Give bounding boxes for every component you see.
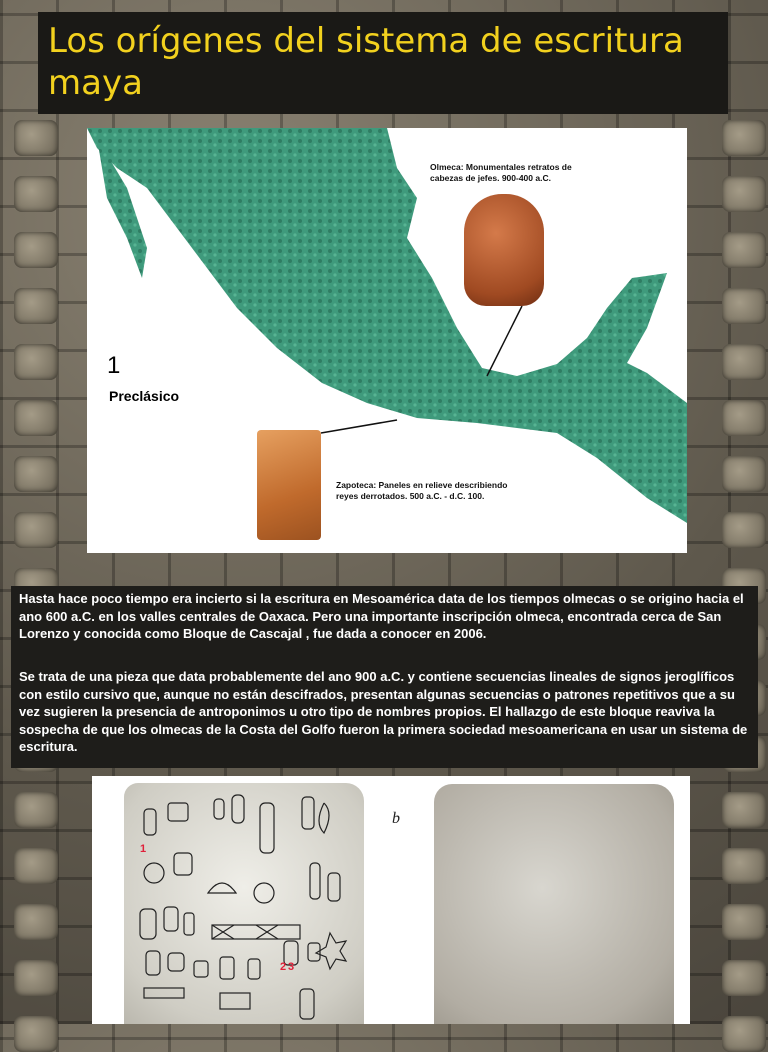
olmeca-caption: Olmeca: Monumentales retratos de cabezas de jefes. 900-400 a.C.	[430, 162, 572, 183]
glyph-number-2: 2	[280, 961, 287, 973]
olmec-head-image	[464, 194, 544, 306]
stone-glyph	[14, 904, 58, 940]
stone-glyph	[14, 512, 58, 548]
landmass	[87, 128, 687, 523]
cascajal-block-panel	[92, 776, 690, 1024]
stone-glyph	[722, 400, 766, 436]
stone-glyph	[14, 288, 58, 324]
stone-glyph	[14, 792, 58, 828]
stone-glyph	[722, 512, 766, 548]
stone-glyph	[722, 176, 766, 212]
zapoteca-caption: Zapoteca: Paneles en relieve describiendo reyes derrotados. 500 a.C. - d.C. 100.	[336, 480, 508, 501]
stone-glyph	[14, 456, 58, 492]
title-banner	[38, 12, 728, 114]
glyph-number-1: 1	[140, 843, 147, 855]
stone-glyph	[722, 960, 766, 996]
stone-glyph	[14, 232, 58, 268]
stone-glyph	[14, 848, 58, 884]
paragraph-1: Hasta hace poco tiempo era incierto si la escritura en Mesoamérica data de los tiempos olmecas o se origino hacia el ano 600 a.C. en los valles centrales de Oaxaca. Pero una importante inscripción olmeca, encontrada cerca de San Lorenzo y conocida como Bloque de Cascajal , fue dada a conocer en 2006.	[19, 591, 744, 641]
stone-glyph	[14, 960, 58, 996]
glyph-number-3: 3	[288, 961, 295, 973]
stone-glyph	[722, 848, 766, 884]
stone-glyph	[14, 344, 58, 380]
stone-glyph	[722, 904, 766, 940]
glyph-drawings	[124, 783, 364, 1023]
stone-glyph	[722, 344, 766, 380]
cascajal-block-drawing	[124, 783, 364, 1024]
stone-glyph	[14, 120, 58, 156]
stone-glyph	[722, 792, 766, 828]
stone-glyph	[722, 120, 766, 156]
label-b: b	[392, 810, 400, 827]
stone-glyph	[722, 1016, 766, 1052]
map-panel	[87, 128, 687, 553]
zapotec-panel-image	[257, 430, 321, 540]
stone-glyph	[722, 456, 766, 492]
stone-glyph	[722, 288, 766, 324]
stone-glyph	[14, 400, 58, 436]
map-number: 1	[107, 352, 121, 379]
cascajal-block-photo	[434, 784, 674, 1024]
text-box	[11, 586, 758, 768]
page-title: Los orígenes del sistema de escritura maya	[48, 21, 684, 103]
stone-glyph	[722, 232, 766, 268]
period-label: Preclásico	[109, 388, 180, 404]
stone-glyph	[14, 1016, 58, 1052]
stone-glyph	[14, 176, 58, 212]
paragraph-2: Se trata de una pieza que data probablemente del ano 900 a.C. y contiene secuencias lineales de signos jeroglíficos con estilo cursivo que, aunque no están descifrados, presentan algunas secuencias o patrones repetitivos que a su vez sugieren la presencia de antroponimos u otro tipo de nombres propios. El hallazgo de este bloque reaviva la sospecha de que los olmecas de la Costa del Golfo fueron la primera sociedad mesoamericana en usar un sistema de escritura.	[19, 669, 748, 754]
